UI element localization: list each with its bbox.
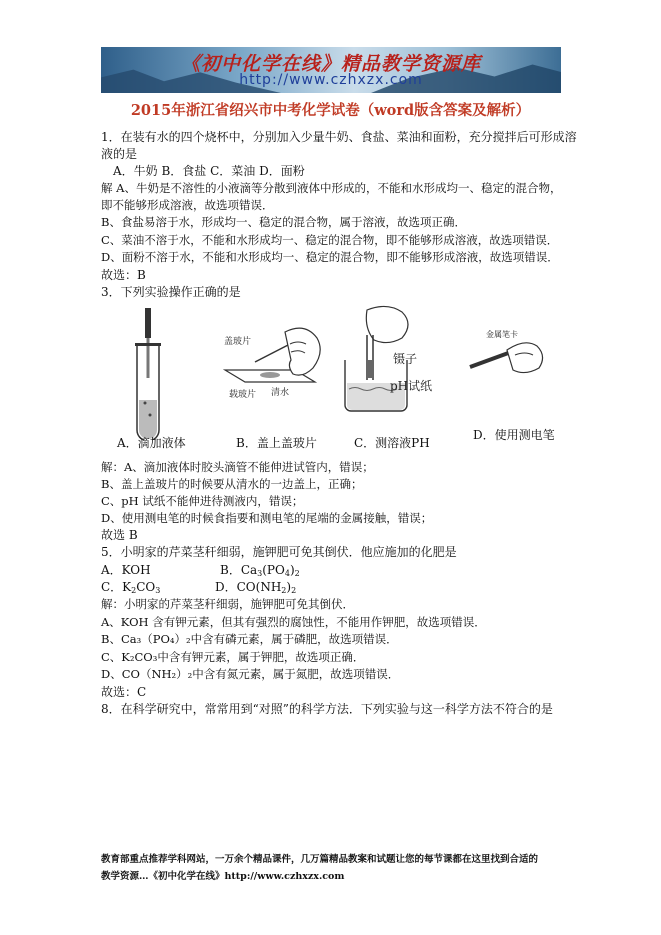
q1-stem-line2: 液的是 xyxy=(101,147,138,161)
q5-option-c: C．$K_2CO_3$ xyxy=(101,580,161,595)
q5-answer: 故选：C xyxy=(101,685,147,699)
q3-caption-c: C．测溶液PH xyxy=(354,436,430,450)
ph-test-figure xyxy=(337,305,442,415)
banner-slogan: 《初中化学在线》精品教学资源库 xyxy=(180,53,481,75)
q8-stem: 8．在科学研究中，常常用到“对照”的科学方法．下列实验与这一科学方法不符合的是 xyxy=(101,702,553,716)
q5-analysis-d: D、CO（NH₂）₂中含有氮元素，属于氮肥，故选项错误． xyxy=(101,667,400,681)
q5-analysis-b: B、Ca₃（PO₄）₂中含有磷元素，属于磷肥，故选项错误． xyxy=(101,632,398,646)
label-pen-clip: 金属笔卡 xyxy=(486,330,518,339)
document-title: 2015年浙江省绍兴市中考化学试卷（word版含答案及解析） xyxy=(130,102,531,119)
label-ph-paper: pH试纸 xyxy=(390,379,433,393)
q5-analysis-c: C、K₂CO₃中含有钾元素，属于钾肥，故选项正确． xyxy=(101,650,365,664)
q1-answer: 故选：B xyxy=(101,268,146,282)
dropper-testtube-figure xyxy=(133,305,173,440)
header-banner xyxy=(101,47,561,93)
q3-analysis-d: D、使用测电笔的时候食指要和测电笔的尾端的金属接触，错误； xyxy=(101,511,433,525)
q1-analysis-d: D、面粉不溶于水，不能和水形成均一、稳定的混合物，即不能够形成溶液，故选项错误． xyxy=(101,250,559,264)
q3-stem: 3．下列实验操作正确的是 xyxy=(101,285,241,299)
q3-analysis-c: C、pH 试纸不能伸进待测液内，错误； xyxy=(101,494,304,508)
label-cover-slip: 盖玻片 xyxy=(224,337,252,347)
q5-option-d: D．$CO(NH_2)_2$ xyxy=(215,580,297,595)
q3-caption-b: B．盖上盖玻片 xyxy=(236,436,317,450)
footer-line2: 教学资源…《初中化学在线》http://www.czhxzx.com xyxy=(101,871,345,882)
q3-caption-d: D．使用测电笔 xyxy=(473,428,555,442)
q3-analysis-a: 解：A、滴加液体时胶头滴管不能伸进试管内，错误； xyxy=(101,460,374,474)
label-slide: 载玻片 xyxy=(229,390,257,400)
q5-stem: 5．小明家的芹菜茎秆细弱，施钾肥可免其倒伏．他应施加的化肥是 xyxy=(101,545,457,559)
q1-options: A．牛奶 B．食盐 C．菜油 D．面粉 xyxy=(113,164,305,178)
q1-stem-line1: 1．在装有水的四个烧杯中，分别加入少量牛奶、食盐、菜油和面粉，充分搅拌后可形成溶 xyxy=(101,130,577,144)
q5-option-b: B．$Ca_3(PO_4)_2$ xyxy=(220,563,300,578)
q3-answer: 故选 B xyxy=(101,528,138,542)
q5-analysis-intro: 解：小明家的芹菜茎秆细弱，施钾肥可免其倒伏． xyxy=(101,597,354,611)
q1-analysis-a2: 即不能够形成溶液，故选项错误． xyxy=(101,198,274,212)
label-water: 清水 xyxy=(271,388,290,398)
q1-analysis-b: B、食盐易溶于水，形成均一、稳定的混合物，属于溶液，故选项正确． xyxy=(101,215,466,229)
q3-caption-a: A．滴加液体 xyxy=(117,436,186,450)
banner-url[interactable]: http://www.czhxzx.com xyxy=(239,72,423,88)
q3-analysis-b: B、盖上盖玻片的时候要从清水的一边盖上，正确； xyxy=(101,477,363,491)
q1-analysis-a1: 解 A、牛奶是不溶性的小液滴等分散到液体中形成的，不能和水形成均一、稳定的混合物， xyxy=(101,181,562,195)
q5-analysis-a: A、KOH 含有钾元素，但其有强烈的腐蚀性，不能用作钾肥，故选项错误． xyxy=(101,615,486,629)
q1-analysis-c: C、菜油不溶于水，不能和水形成均一、稳定的混合物，即不能够形成溶液，故选项错误． xyxy=(101,233,559,247)
q5-option-a: A．KOH xyxy=(101,563,151,577)
footer-line1: 教育部重点推荐学科网站，一万余个精品课件，几万篇精品教案和试题让您的每节课都在这里找到合适的 xyxy=(101,854,539,865)
label-tweezers: 镊子 xyxy=(393,352,418,366)
